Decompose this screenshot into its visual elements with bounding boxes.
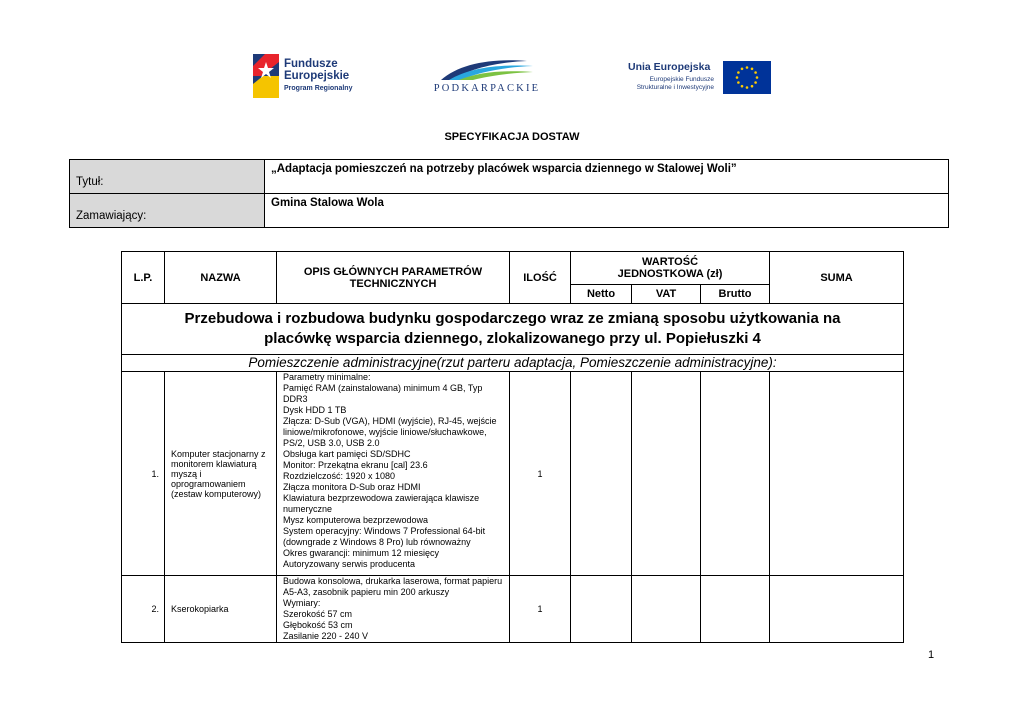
row-description xyxy=(283,576,506,642)
description-line: Złącza: D-Sub (VGA), HDMI (wyjście), RJ-45, wejście liniowe/mikrofonowe, wyjście liniowe/słuchawkowe, PS/2, USB 3.0, USB 2.0 xyxy=(283,416,497,448)
description-line: Szerokość 57 cm xyxy=(283,609,353,619)
zamawiajacy-row xyxy=(70,194,949,228)
header-netto: Netto xyxy=(571,285,632,304)
row-brutto[interactable] xyxy=(701,576,770,643)
row-vat[interactable] xyxy=(632,372,701,576)
header-nazwa: NAZWA xyxy=(165,252,277,304)
podkarpackie-wordmark: PODKARPACKIE xyxy=(433,83,541,94)
room-row xyxy=(122,355,904,372)
page-number: 1 xyxy=(928,649,935,661)
section-row xyxy=(122,304,904,355)
fe-star-flag-icon xyxy=(253,54,279,98)
row-vat[interactable] xyxy=(632,576,701,643)
description-line: Zasilanie 220 - 240 V xyxy=(283,631,369,641)
eu-logo-line1: Europejskie Fundusze xyxy=(649,76,714,83)
row-name: Komputer stacjonarny z monitorem klawiaturą myszą i oprogramowaniem (zestaw komputerowy) xyxy=(165,372,277,576)
header-opis: OPIS GŁÓWNYCH PARAMETRÓW TECHNICZNYCH xyxy=(277,252,510,304)
row-qty: 1 xyxy=(510,576,571,643)
description-line: Okres gwarancji: minimum 12 miesięcy xyxy=(283,548,440,558)
row-name: Kserokopiarka xyxy=(165,576,277,643)
tytul-value: „Adaptacja pomieszczeń na potrzeby placówek wsparcia dziennego w Stalowej Woli” xyxy=(265,160,949,194)
tytul-row xyxy=(70,160,949,194)
section-title: Przebudowa i rozbudowa budynku gospodarczego wraz ze zmianą sposobu użytkowania na placówkę wsparcia dziennego, zlokalizowanego przy ul. Popiełuszki 4 xyxy=(122,304,904,355)
header-suma: SUMA xyxy=(770,252,904,304)
description-line: Autoryzowany serwis producenta xyxy=(283,559,416,569)
table-row xyxy=(122,372,904,576)
document-title: SPECYFIKACJA DOSTAW xyxy=(444,131,580,143)
header-brutto: Brutto xyxy=(701,285,770,304)
room-title: Pomieszczenie administracyjne(rzut parteru adaptacja, Pomieszczenie administracyjne): xyxy=(122,355,904,372)
description-line: Dysk HDD 1 TB xyxy=(283,405,347,415)
zamawiajacy-value: Gmina Stalowa Wola xyxy=(265,194,949,228)
fe-logo-line1: Fundusze xyxy=(284,58,338,70)
description-line: Głębokość 53 cm xyxy=(283,620,353,630)
eu-logo-title: Unia Europejska xyxy=(628,61,711,73)
zamawiajacy-label: Zamawiający: xyxy=(70,194,265,228)
fundusze-europejskie-logo xyxy=(253,54,373,100)
fe-logo-line3: Program Regionalny xyxy=(284,85,353,92)
table-row xyxy=(122,576,904,643)
unia-europejska-logo xyxy=(618,61,773,97)
description-line: Pamięć RAM (zainstalowana) minimum 4 GB, Typ DDR3 xyxy=(283,383,483,404)
description-line: Wymiary: xyxy=(283,598,321,608)
header-ilosc: ILOŚĆ xyxy=(510,252,571,304)
description-line: Złącza monitora D-Sub oraz HDMI xyxy=(283,482,421,492)
eu-flag-icon xyxy=(723,61,771,94)
description-line: Rozdzielczość: 1920 x 1080 xyxy=(283,471,396,481)
fe-logo-line2: Europejskie xyxy=(284,70,350,82)
eu-logo-line2: Strukturalne i Inwestycyjne xyxy=(636,84,714,91)
row-netto[interactable] xyxy=(571,576,632,643)
header-wartosc: WARTOŚĆ JEDNOSTKOWA (zł) xyxy=(571,252,770,285)
specification-table xyxy=(121,251,904,643)
row-suma[interactable] xyxy=(770,576,904,643)
description-line: Budowa konsolowa, drukarka laserowa, format papieru A5-A3, zasobnik papieru min 200 arkuszy xyxy=(283,576,503,597)
row-suma[interactable] xyxy=(770,372,904,576)
row-description xyxy=(283,372,506,570)
description-line: System operacyjny: Windows 7 Professional 64-bit (downgrade z Windows 8 Pro) lub równoważny xyxy=(283,526,486,547)
row-brutto[interactable] xyxy=(701,372,770,576)
description-line: Klawiatura bezprzewodowa zawierająca klawisze numeryczne xyxy=(283,493,480,514)
description-line: Parametry minimalne: xyxy=(283,372,371,382)
podkarpackie-swoosh-icon xyxy=(439,58,535,82)
description-line: Monitor: Przekątna ekranu [cal] 23.6 xyxy=(283,460,428,470)
description-line: Mysz komputerowa bezprzewodowa xyxy=(283,515,429,525)
row-lp: 1. xyxy=(122,372,165,576)
row-lp: 2. xyxy=(122,576,165,643)
tytul-label: Tytuł: xyxy=(70,160,265,194)
header-lp: L.P. xyxy=(122,252,165,304)
row-netto[interactable] xyxy=(571,372,632,576)
podkarpackie-logo xyxy=(431,58,543,98)
header-vat: VAT xyxy=(632,285,701,304)
document-info-table xyxy=(69,159,949,228)
row-qty: 1 xyxy=(510,372,571,576)
description-line: Obsługa kart pamięci SD/SDHC xyxy=(283,449,411,459)
